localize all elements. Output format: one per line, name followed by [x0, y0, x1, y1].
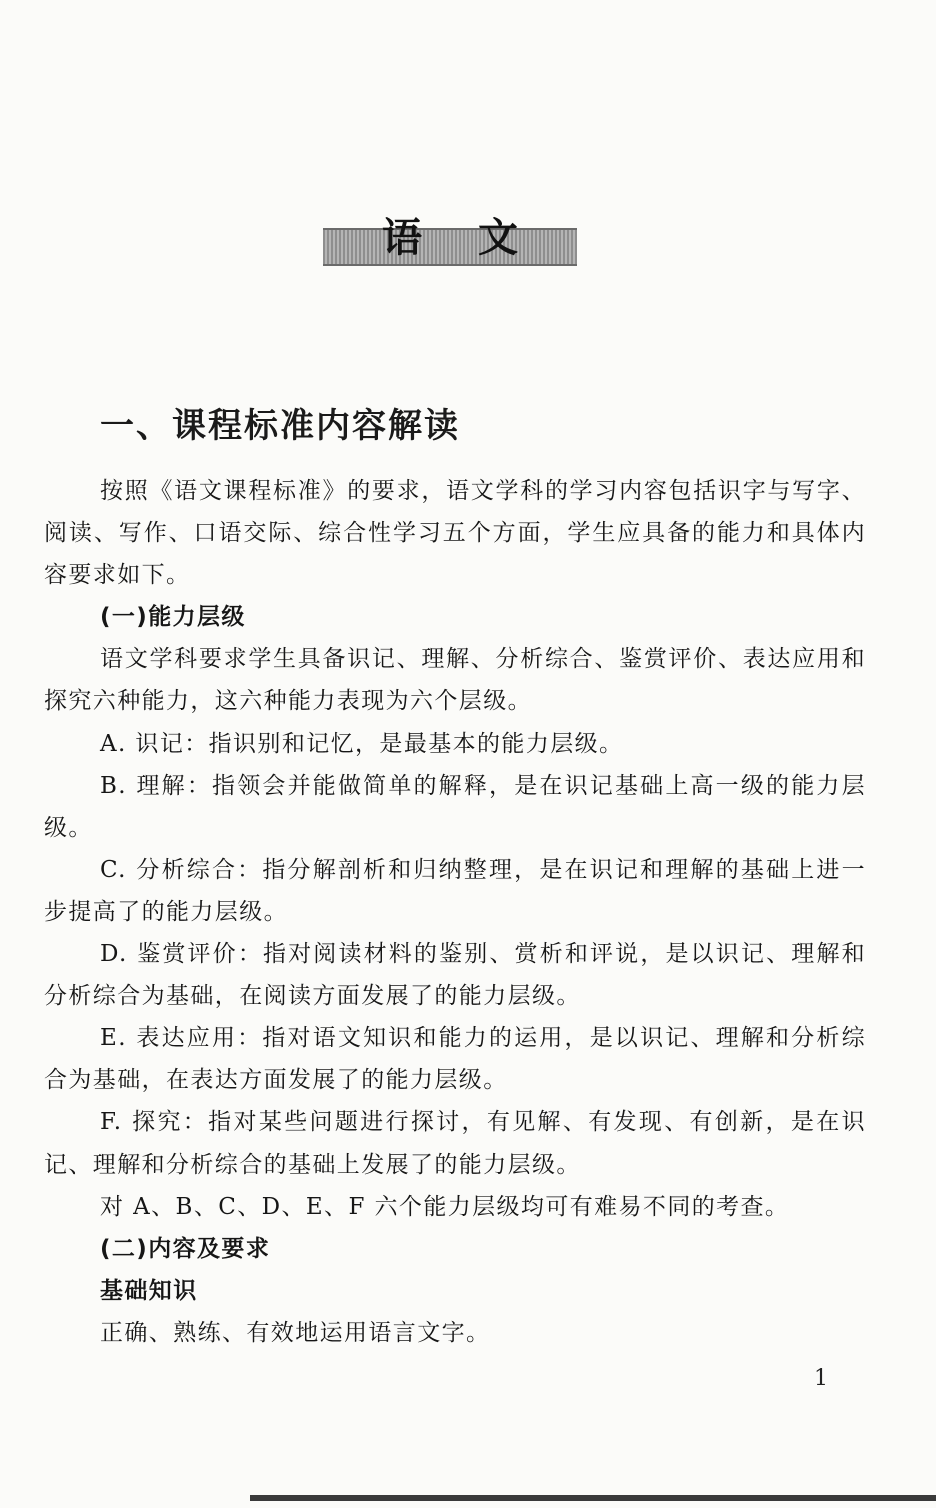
paragraph-level-b: B. 理解：指领会并能做简单的解释，是在识记基础上高一级的能力层级。: [44, 772, 866, 841]
paragraph-levels-assessment: 对 A、B、C、D、E、F 六个能力层级均可有难易不同的考查。: [100, 1193, 790, 1220]
bleed-through-text: [560, 120, 900, 414]
page-number: 1: [814, 1366, 828, 1391]
paragraph-level-a: A. 识记：指识别和记忆，是最基本的能力层级。: [100, 730, 624, 757]
paragraph-level-e: E. 表达应用：指对语文知识和能力的运用，是以识记、理解和分析综合为基础，在表达方面发展了的能力层级。: [44, 1025, 866, 1094]
body-text: [44, 470, 866, 1354]
paragraph-level-c: C. 分析综合：指分解剖析和归纳整理，是在识记和理解的基础上进一步提高了的能力层级。: [44, 856, 866, 925]
paragraph-intro: 按照《语文课程标准》的要求，语文学科的学习内容包括识字与写字、阅读、写作、口语交际、综合性学习五个方面，学生应具备的能力和具体内容要求如下。: [44, 478, 866, 589]
chapter-title: 语文: [382, 215, 574, 261]
paragraph-basic-knowledge: 正确、熟练、有效地运用语言文字。: [100, 1319, 491, 1346]
paragraph-level-f: F. 探究：指对某些问题进行探讨，有见解、有发现、有创新，是在识记、理解和分析综合的基础上发展了的能力层级。: [44, 1109, 866, 1178]
paragraph-ability-overview: 语文学科要求学生具备识记、理解、分析综合、鉴赏评价、表达应用和探究六种能力，这六种能力表现为六个层级。: [44, 646, 866, 715]
subheading-basic-knowledge: 基础知识: [100, 1277, 198, 1304]
subheading-ability-levels: (一)能力层级: [100, 604, 246, 631]
subheading-content-requirements: (二)内容及要求: [100, 1235, 271, 1262]
page-bottom-edge: [250, 1495, 936, 1501]
section-heading: 一、课程标准内容解读: [100, 406, 460, 446]
paragraph-level-d: D. 鉴赏评价：指对阅读材料的鉴别、赏析和评说，是以识记、理解和分析综合为基础，在阅读方面发展了的能力层级。: [44, 941, 866, 1010]
